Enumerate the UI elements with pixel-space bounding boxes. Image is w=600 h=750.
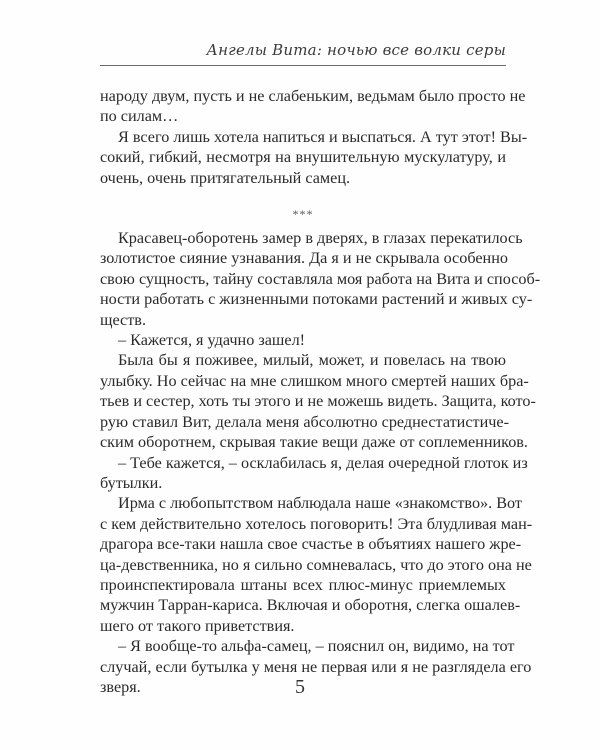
scene-separator: *** <box>292 207 314 222</box>
text-line: рую ставил Вит, делала меня абсолютно среднестатистиче- <box>100 412 509 431</box>
text-line: по силам… <box>100 107 179 126</box>
text-line: проинспектировала штаны всех плюс-минус приемлемых <box>100 575 506 594</box>
text-line: – Я вообще-то альфа-самец, – пояснил он, видимо, на тот <box>118 637 515 656</box>
text-line: Красавец-оборотень замер в дверях, в глазах перекатилось <box>118 229 523 248</box>
paragraph <box>100 86 526 127</box>
paragraph <box>100 350 536 452</box>
text-line: очень, очень притягательный самец. <box>100 168 351 187</box>
paragraph <box>100 127 528 188</box>
text-line: ца-девственника, но я сильно сомневалась, что до этого она не <box>100 555 532 574</box>
text-line: – Кажется, я удачно зашел! <box>118 331 306 350</box>
text-line: улыбку. Но сейчас на мне слишком много смертей наших бра- <box>100 371 529 390</box>
text-line: шего от такого приветствия. <box>100 616 295 635</box>
text-line: сокий, гибкий, несмотря на внушительную мускулатуру, и <box>100 148 506 167</box>
page-number: 5 <box>295 676 305 698</box>
text-line: драгора все-таки нашла свое счастье в объятиях нашего жре- <box>100 535 522 554</box>
text-line: свою сущность, тайну составляла моя работа на Вита и способ- <box>100 269 541 288</box>
paragraph <box>100 453 528 494</box>
text-line: ским оборотнем, скрывая такие вещи даже от соплеменников. <box>100 433 528 452</box>
text-line: – Тебе кажется, – осклабилась я, делая очередной глоток из <box>118 453 528 472</box>
paragraph <box>100 330 506 350</box>
text-line: тьев и сестер, хоть ты этого и не можешь видеть. Защита, кото- <box>100 392 536 411</box>
paragraph <box>100 228 541 330</box>
text-line: Ирма с любопытством наблюдала наше «знакомство». Вот <box>118 494 522 513</box>
header-rule <box>100 65 506 66</box>
text-line: случай, если бутылка у меня не первая или я не разглядела его <box>100 657 532 676</box>
text-line: бутылки. <box>100 473 163 492</box>
paragraph <box>100 493 533 636</box>
text-line: ности работать с жизненными потоками растений и живых су- <box>100 290 533 309</box>
running-head: Ангелы Вита: ночью все волки серы <box>206 41 506 59</box>
text-line: зверя. <box>100 677 141 696</box>
body-text <box>100 86 541 697</box>
text-line: мужчин Тарран-кариса. Включая и оборотня, слегка ошалев- <box>100 596 521 615</box>
text-line: Я всего лишь хотела напиться и выспаться. А тут этот! Вы- <box>118 127 528 146</box>
text-line: золотистое сияние узнавания. Да я и не скрывала особенно <box>100 249 508 268</box>
text-line: народу двум, пусть и не слабеньким, ведьмам было просто не <box>100 87 526 105</box>
text-line: Была бы я поживее, милый, может, и повелась на твою <box>118 351 506 370</box>
text-line: с кем действительно хотелось поговорить! Эта блудливая ман- <box>100 514 533 533</box>
text-line: ществ. <box>100 310 147 329</box>
